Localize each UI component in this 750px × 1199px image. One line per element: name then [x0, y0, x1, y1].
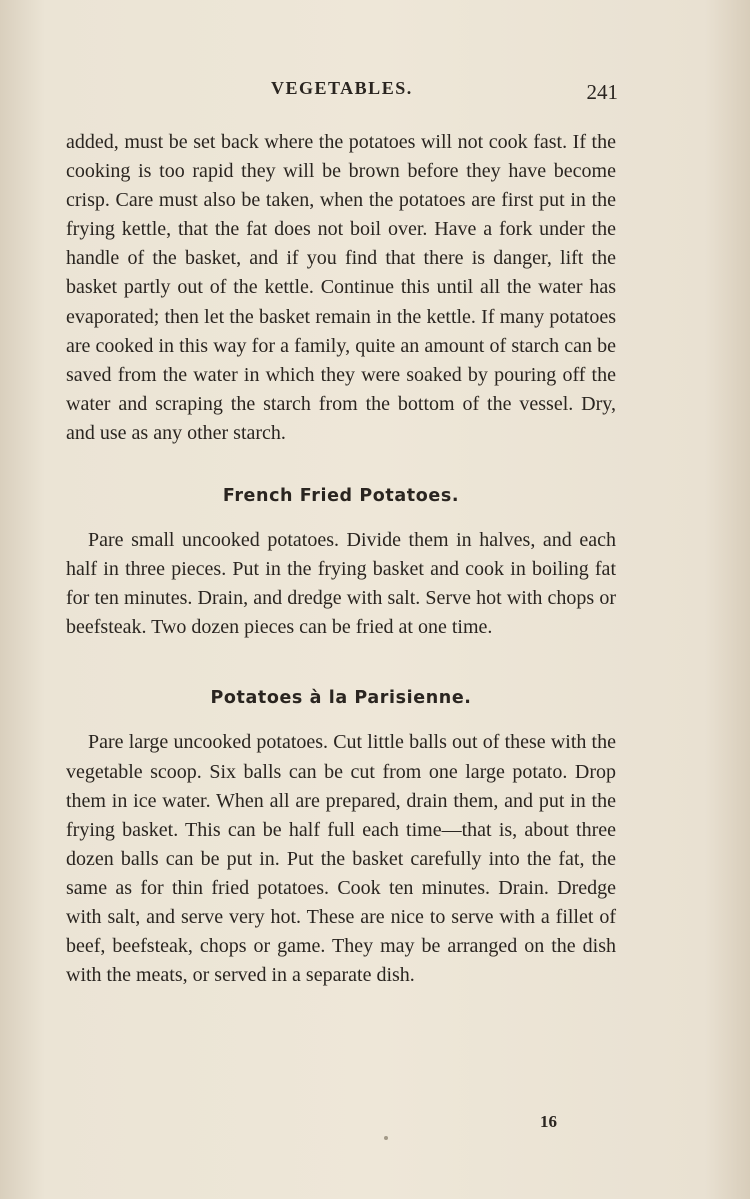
french-fried-paragraph: Pare small uncooked potatoes. Divide them in halves, and each half in three pieces. Put in the frying basket and cook in boiling fat for ten minutes. Drain, and dredge with salt. Serve hot with chops or beefsteak. Two dozen pieces can be fried at one time.	[66, 529, 616, 639]
page-number: 241	[586, 80, 618, 104]
continued-paragraph: added, must be set back where the potatoes will not cook fast. If the cooking is too rapid they will be brown before they have become crisp. Care must also be taken, when the potatoes are first put in the frying kettle, that the fat does not boil over. Have a fork under the handle of the basket, and if you find that there is danger, lift the basket partly out of the kettle. Continue this until all the water has evaporated; then let the basket remain in the kettle. If many potatoes are cooked in this way for a family, quite an amount of starch can be saved from the water in which they were soaked by pouring off the water and scraping the starch from the bottom of the vessel. Dry, and use as any other starch.	[66, 131, 616, 444]
ink-dot	[384, 1136, 388, 1140]
parisienne-paragraph: Pare large uncooked potatoes. Cut little balls out of these with the vegetable scoop. Six balls can be cut from one large potato. Drop them in ice water. When all are prepared, drain them, and put in the frying basket. This can be half full each time—that is, about three dozen balls can be put in. Put the basket carefully into the fat, the same as for thin fried potatoes. Cook ten minutes. Drain. Dredge with salt, and serve very hot. These are nice to serve with a fillet of beef, beefsteak, chops or game. They may be arranged on the dish with the meats, or served in a separate dish.	[66, 731, 616, 987]
section-heading-parisienne: Potatoes à la Parisienne.	[210, 688, 472, 709]
section-heading-french-fried: French Fried Potatoes.	[222, 486, 460, 507]
page-body	[66, 128, 616, 990]
page-header	[66, 78, 618, 108]
running-title: VEGETABLES.	[271, 78, 413, 98]
signature-mark: 16	[540, 1112, 557, 1131]
